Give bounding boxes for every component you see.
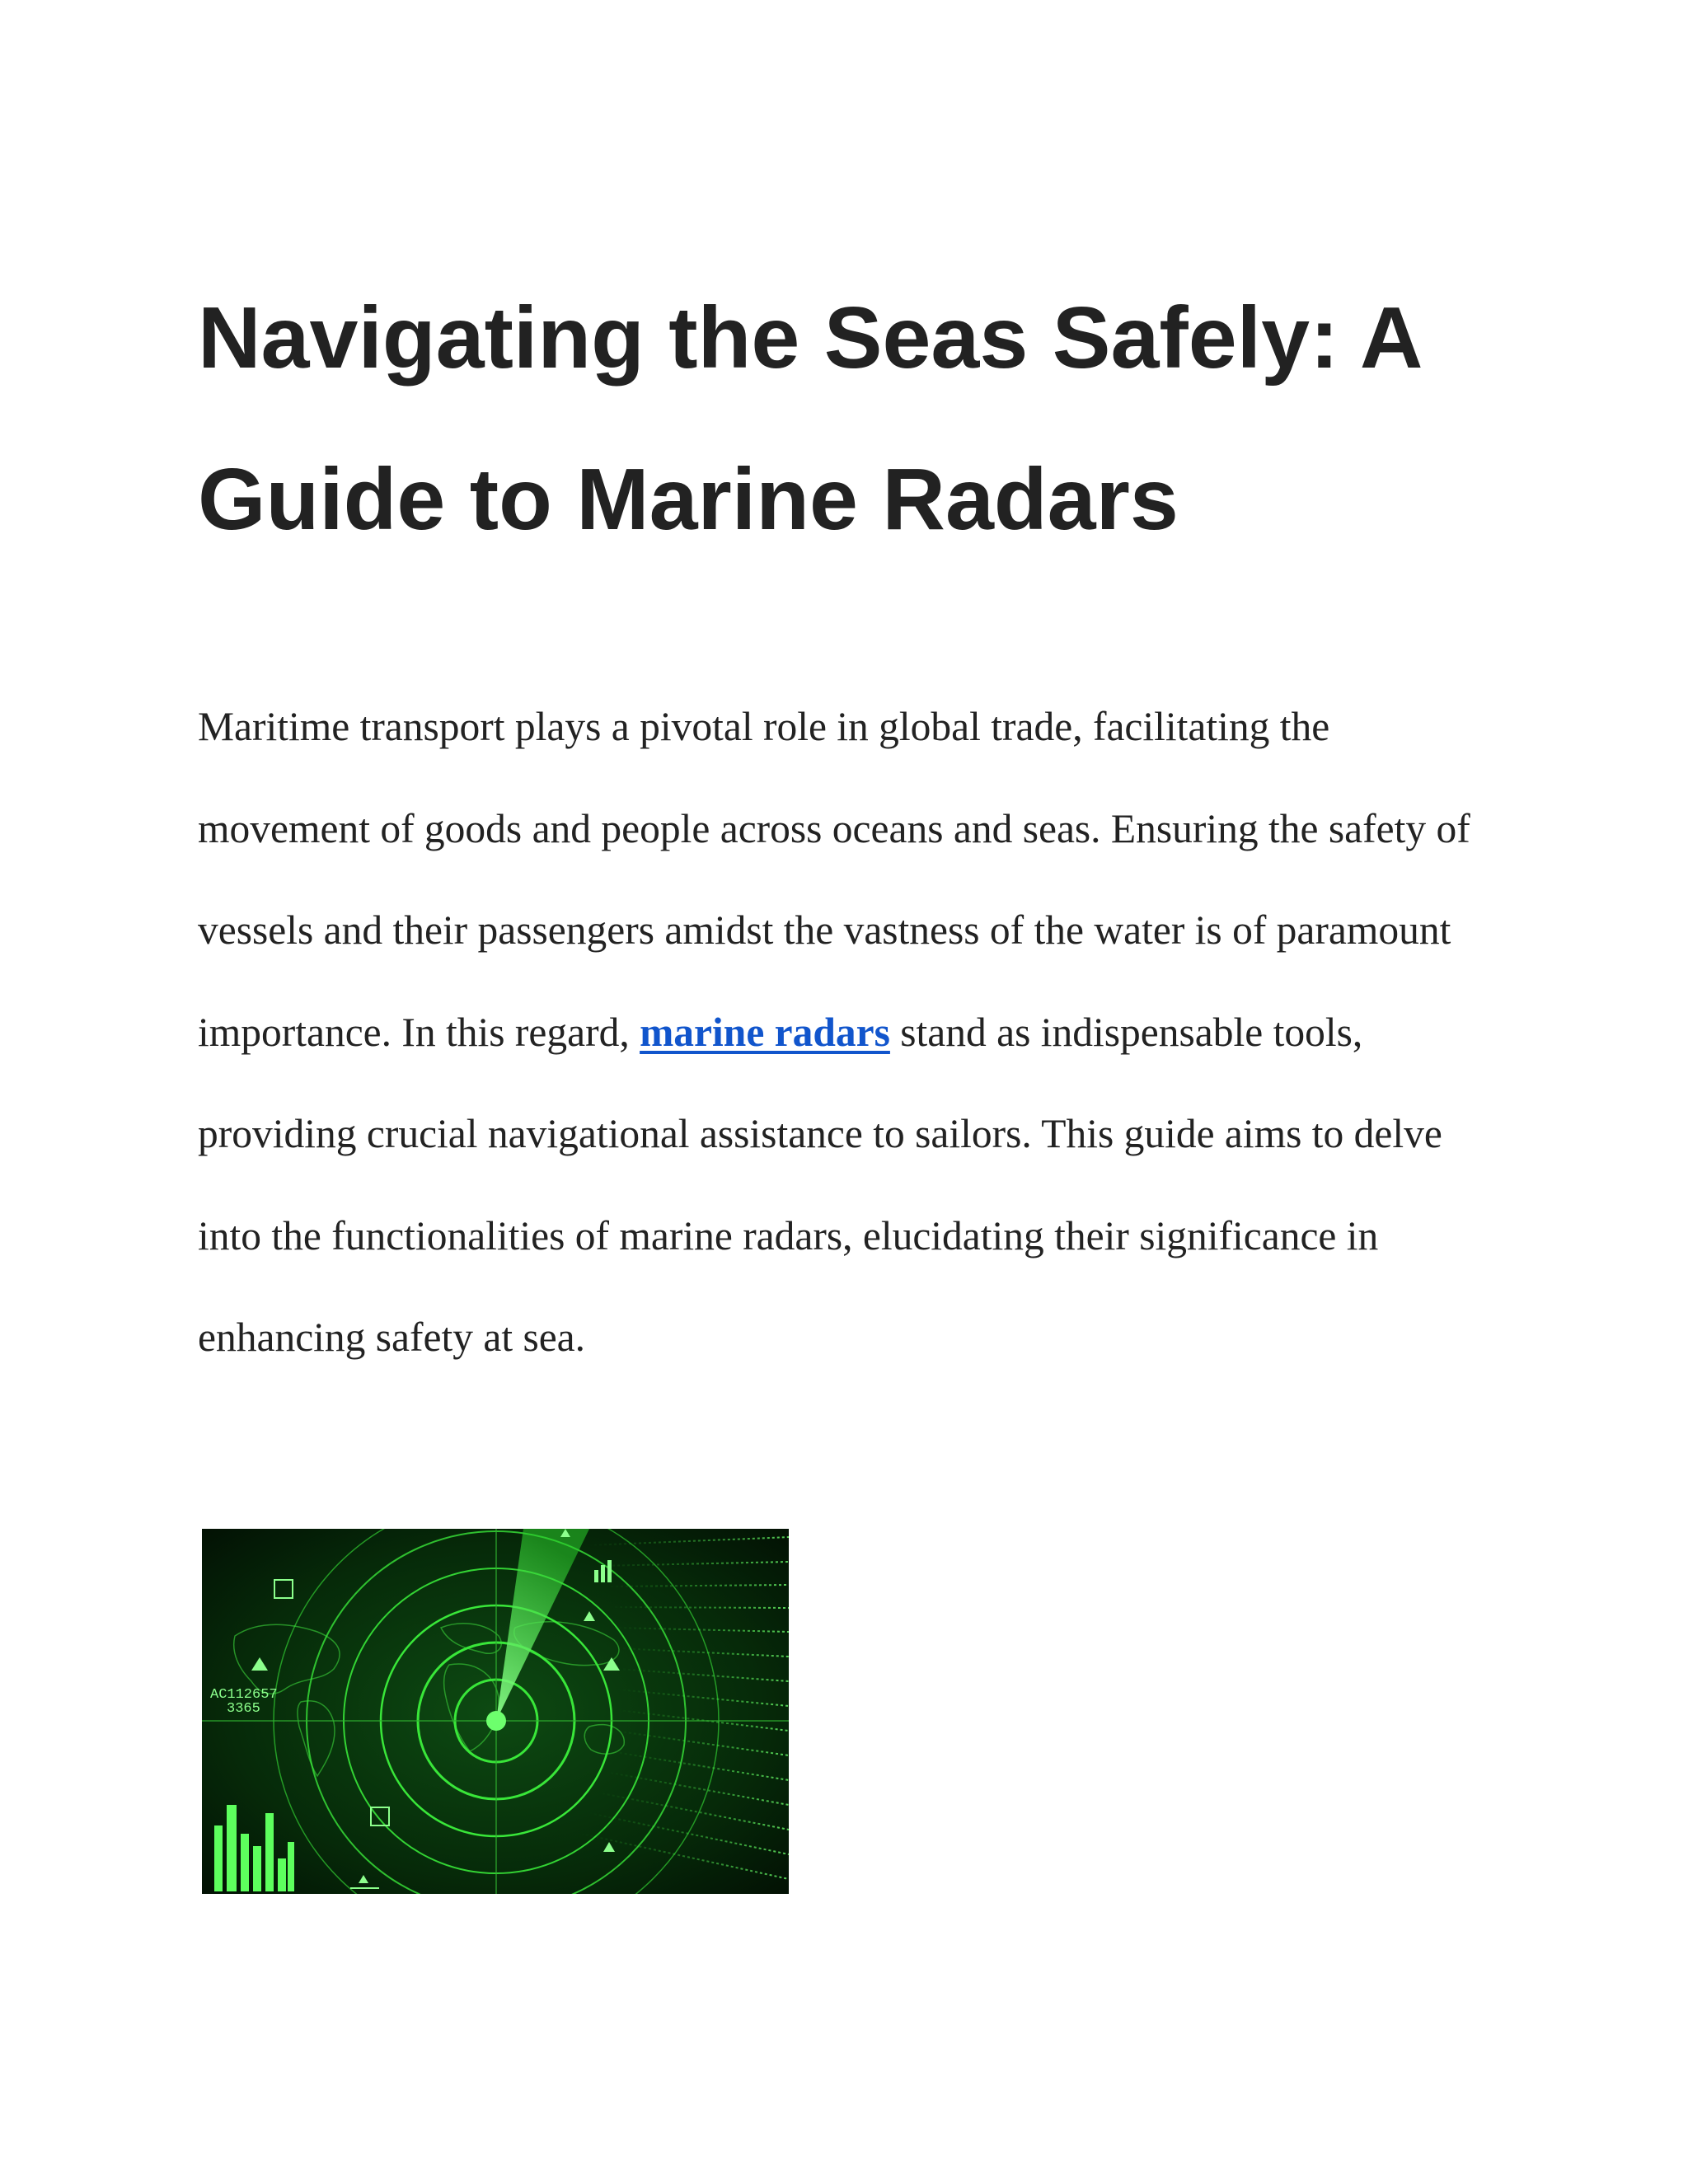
radar-screen-image	[202, 1529, 789, 1894]
intro-paragraph	[198, 676, 1484, 1389]
radar-illustration	[202, 1529, 789, 1894]
paragraph-text-before-link: Maritime transport plays a pivotal role in global trade, facilitating the movement of goods and people across oceans and seas. Ensuring the safety of vessels and their passengers amidst the vastness of the water is of paramount importance. In this regard,	[198, 704, 1470, 1055]
readout-line1: AC112657	[210, 1687, 278, 1703]
paragraph-text-after-link: stand as indispensable tools, providing crucial navigational assistance to sailors. This guide aims to delve into the functionalities of marine radars, elucidating their significance in enhancing safety at sea.	[198, 1009, 1442, 1360]
readout-line2: 3365	[227, 1701, 260, 1717]
radar-center-dot	[486, 1711, 506, 1731]
page-title: Navigating the Seas Safely: A Guide to Marine Radars	[198, 289, 1420, 548]
marine-radars-link[interactable]: marine radars	[640, 1009, 890, 1055]
